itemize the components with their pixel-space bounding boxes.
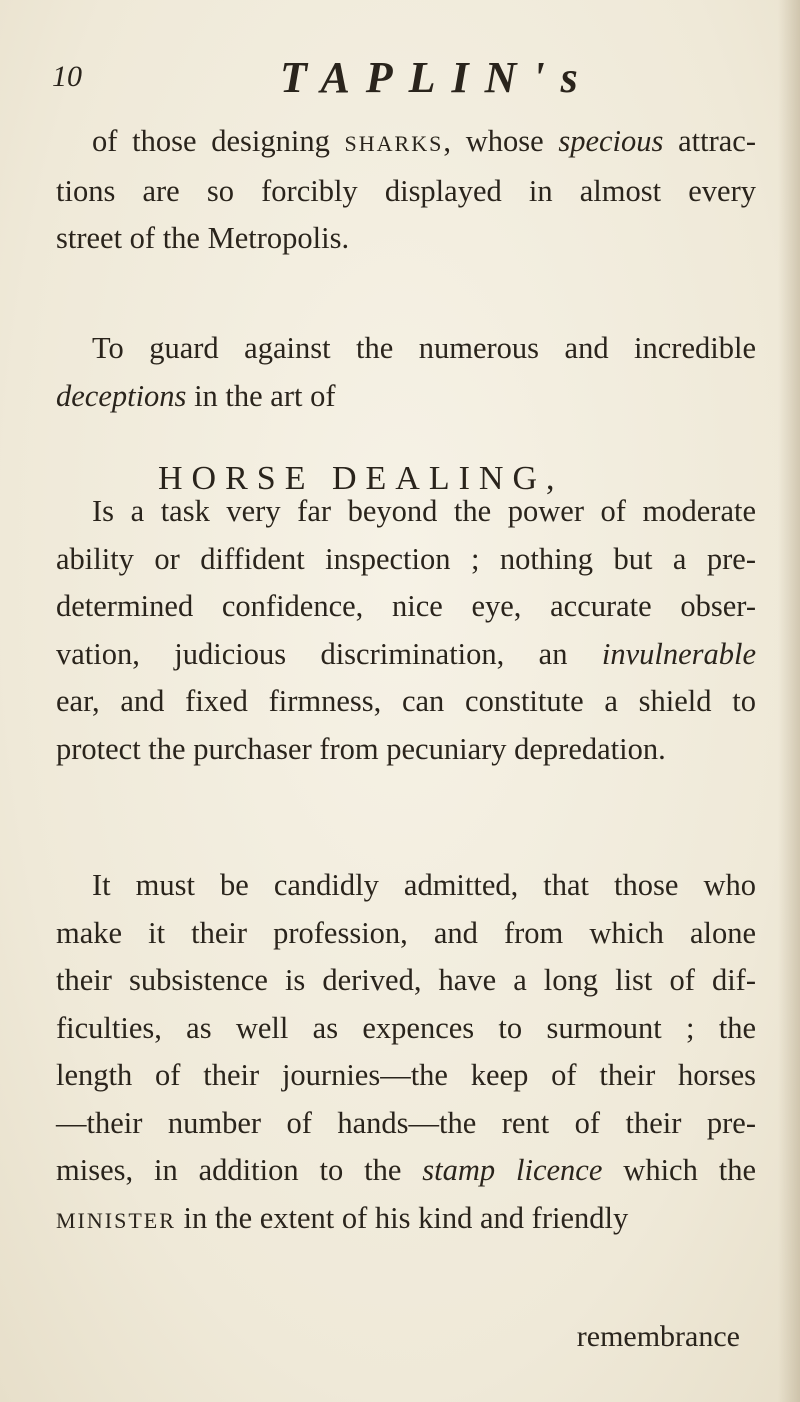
text-line bbox=[56, 1005, 756, 1053]
text-segment: which the bbox=[602, 1153, 756, 1187]
text-segment: ficulties, as well as expences to surmount ; the bbox=[56, 1010, 756, 1045]
paragraph-sharks bbox=[56, 118, 756, 263]
page-edge-shadow bbox=[778, 0, 800, 1402]
text-line bbox=[56, 1100, 756, 1148]
text-segment: their subsistence is derived, have a long list of dif- bbox=[56, 963, 756, 997]
text-line bbox=[56, 1195, 756, 1245]
text-segment: Is a task very far beyond the power of moderate bbox=[92, 494, 756, 528]
text-line bbox=[56, 118, 756, 168]
italic-text: deceptions bbox=[56, 378, 187, 413]
text-segment: determined confidence, nice eye, accurate obser- bbox=[56, 589, 756, 623]
page-number: 10 bbox=[52, 60, 82, 93]
text-segment: protect the purchaser from pecuniary depredation. bbox=[56, 731, 666, 766]
text-line bbox=[56, 631, 756, 679]
smallcaps-text: SHARKS bbox=[344, 131, 444, 156]
italic-text: invulnerable bbox=[601, 636, 756, 671]
text-line bbox=[56, 583, 756, 631]
paragraph-task bbox=[56, 488, 756, 773]
text-segment: To guard against the numerous and incredible bbox=[92, 331, 756, 365]
running-title: TAPLIN's bbox=[280, 53, 594, 102]
text-segment: , whose bbox=[443, 124, 559, 158]
text-line bbox=[56, 862, 756, 910]
text-segment: —their number of hands—the rent of their pre- bbox=[56, 1105, 756, 1140]
text-line bbox=[56, 168, 756, 216]
text-segment: of those designing bbox=[92, 124, 345, 158]
text-line bbox=[56, 910, 756, 958]
text-segment: in the extent of his kind and friendly bbox=[175, 1200, 629, 1235]
text-segment: street of the Metropolis. bbox=[56, 221, 350, 255]
text-segment: in the art of bbox=[186, 378, 336, 413]
text-line bbox=[56, 957, 756, 1005]
text-line bbox=[56, 373, 756, 421]
text-line bbox=[56, 536, 756, 584]
text-line bbox=[56, 488, 756, 536]
text-line bbox=[56, 215, 756, 263]
text-line bbox=[56, 726, 756, 774]
text-segment: length of their journies—the keep of their horses bbox=[56, 1058, 756, 1092]
text-line bbox=[56, 1147, 756, 1195]
running-head bbox=[52, 52, 752, 102]
text-line bbox=[56, 1052, 756, 1100]
text-segment: tions are so forcibly displayed in almost every bbox=[56, 173, 756, 208]
section-heading: HORSE DEALING, bbox=[158, 460, 564, 497]
italic-text: specious bbox=[558, 124, 664, 158]
paragraph-candidly bbox=[56, 862, 756, 1244]
text-segment: It must be candidly admitted, that those who bbox=[92, 868, 756, 902]
smallcaps-text: MINISTER bbox=[56, 1207, 176, 1233]
text-segment: make it their profession, and from which alone bbox=[56, 915, 756, 950]
text-line bbox=[56, 678, 756, 726]
italic-text: stamp licence bbox=[422, 1153, 603, 1187]
text-segment: mises, in addition to the bbox=[56, 1153, 423, 1187]
catchword: remembrance bbox=[576, 1320, 740, 1353]
text-segment: attrac- bbox=[663, 124, 756, 158]
text-line bbox=[56, 325, 756, 373]
text-segment: ear, and fixed firmness, can constitute a shield to bbox=[56, 684, 756, 718]
paragraph-guard bbox=[56, 325, 756, 420]
text-segment: vation, judicious discrimination, an bbox=[56, 636, 602, 671]
text-segment: ability or diffident inspection ; nothing but a pre- bbox=[56, 541, 756, 576]
